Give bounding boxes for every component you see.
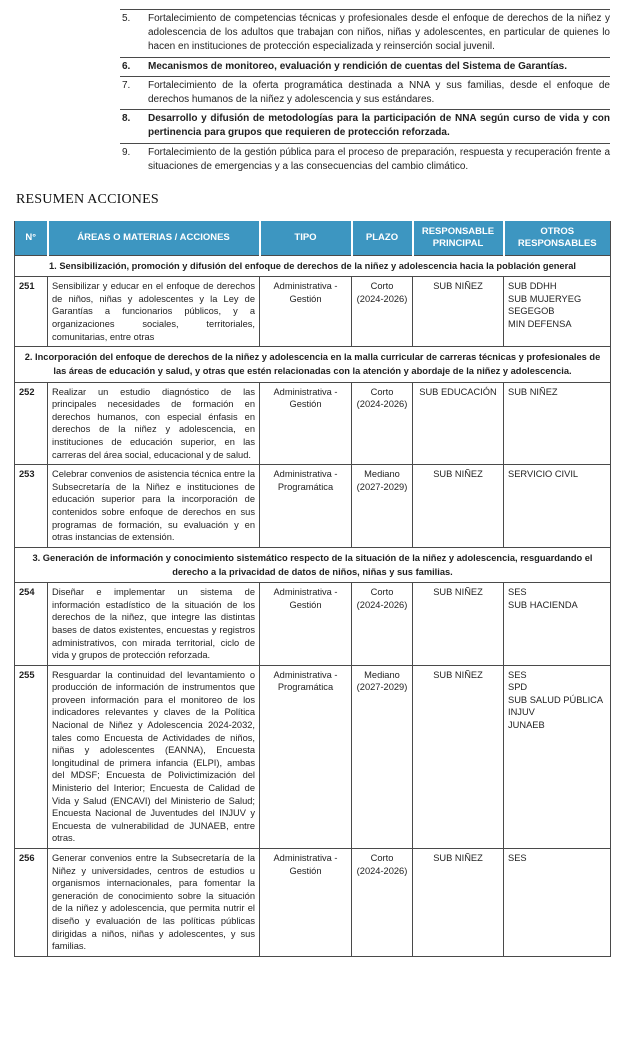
action-type-cell: Administrativa - Gestión <box>260 849 352 957</box>
action-row <box>15 849 611 957</box>
others-line: SUB DDHH <box>508 281 557 292</box>
section-row <box>15 547 611 582</box>
section-title-cell: 2. Incorporación del enfoque de derechos de la niñez y adolescencia en la malla curricular de carreras técnicas y profesionales de las áreas de educación y salud, y otras que estén relacionadas con la atención y abordaje de la niñez y adolescencia. <box>15 347 611 382</box>
intro-item-number: 8. <box>122 113 131 125</box>
action-text-cell: Resguardar la continuidad del levantamiento o producción de información de instrumentos que proveen información para el monitoreo de los indicadores relevantes y claves de la Política Nacional de Niñez y Adolescencia 2024-2032, tales como Encuesta de Actividades de niños, niñas y adolescentes (EANNA), Encuesta longitudinal de primera infancia (ELPI), ambas del MDSF; Encuesta de Polivictimización del Ministerio del Interior; Encuesta de Calidad de Vida y Salud (ENCAVI) del Ministerio de Salud; Encuesta Nacional de Juventudes del INJUV y Encuesta de vulnerabilidad de JUNAEB, entre otras. <box>48 665 260 848</box>
action-text-cell: Sensibilizar y educar en el enfoque de derechos de niños, niñas y adolescentes y la Ley de Garantías a funcionarios públicos, y a organizaciones sociales, territoriales, comunitarias, entre otras <box>48 277 260 347</box>
intro-item <box>120 76 610 109</box>
action-term-cell: Corto (2024-2026) <box>352 382 413 465</box>
action-others-cell <box>504 583 611 666</box>
action-responsible-cell: SUB NIÑEZ <box>413 277 504 347</box>
intro-item-text: Fortalecimiento de competencias técnicas y profesionales desde el enfoque de derechos de la niñez y adolescencia de los adultos que trabajan con niños, niñas y adolescentes, en particular de quienes lo hacen en instituciones de protección especializada y reinserción social juvenil. <box>148 13 610 53</box>
action-row <box>15 665 611 848</box>
intro-item <box>120 57 610 76</box>
others-line: SUB SALUD PÚBLICA <box>508 694 604 705</box>
action-term-cell: Corto (2024-2026) <box>352 583 413 666</box>
table-header-row <box>15 221 611 256</box>
column-header: TIPO <box>260 221 352 256</box>
section-row <box>15 256 611 277</box>
action-number-cell: 251 <box>15 277 48 347</box>
page-title: RESUMEN ACCIONES <box>16 192 159 208</box>
intro-item-number: 7. <box>122 79 131 91</box>
action-type-cell: Administrativa - Gestión <box>260 277 352 347</box>
intro-item <box>120 109 610 142</box>
intro-item-text: Fortalecimiento de la oferta programática destinada a NNA y sus familias, desde el enfoque de derechos humanos de la niñez y adolescencia y sus estándares. <box>148 79 610 106</box>
action-row <box>15 277 611 347</box>
action-type-cell: Administrativa - Programática <box>260 665 352 848</box>
action-text-cell: Celebrar convenios de asistencia técnica entre la Subsecretaría de la Niñez e instituciones de educación superior para la incorporación de contenidos sobre enfoque de derechos en sus programas de formación, su evaluación y en otras instancias de extensión. <box>48 465 260 548</box>
action-type-cell: Administrativa - Gestión <box>260 583 352 666</box>
action-others-cell <box>504 849 611 957</box>
column-header: N° <box>15 221 48 256</box>
action-text-cell: Realizar un estudio diagnóstico de las principales necesidades de formación en derechos humanos, con especial énfasis en derechos de la niñez y adolescencia, en instituciones de educación superior, en las carreras del área social, educacional y de salud. <box>48 382 260 465</box>
intro-item-number: 9. <box>122 146 131 158</box>
action-responsible-cell: SUB NIÑEZ <box>413 849 504 957</box>
action-others-cell <box>504 277 611 347</box>
section-row <box>15 347 611 382</box>
action-row <box>15 465 611 548</box>
others-line: INJUV <box>508 707 535 718</box>
action-others-cell <box>504 382 611 465</box>
others-line: SES <box>508 853 527 864</box>
intro-item-number: 6. <box>122 60 131 72</box>
section-title-cell: 1. Sensibilización, promoción y difusión del enfoque de derechos de la niñez y adolescencia hacia la población general <box>15 256 611 277</box>
action-responsible-cell: SUB NIÑEZ <box>413 665 504 848</box>
column-header: PLAZO <box>352 221 413 256</box>
others-line: JUNAEB <box>508 720 545 731</box>
intro-item-text: Mecanismos de monitoreo, evaluación y rendición de cuentas del Sistema de Garantías. <box>148 60 568 72</box>
action-row <box>15 382 611 465</box>
action-term-cell: Corto (2024-2026) <box>352 849 413 957</box>
action-number-cell: 256 <box>15 849 48 957</box>
action-number-cell: 253 <box>15 465 48 548</box>
intro-item-text: Desarrollo y difusión de metodologías para la participación de NNA según curso de vida y con pertinencia para grupos que requieren de protección reforzada. <box>148 113 610 139</box>
action-others-cell <box>504 665 611 848</box>
intro-item <box>120 10 610 57</box>
action-responsible-cell: SUB EDUCACIÓN <box>413 382 504 465</box>
others-line: MIN DEFENSA <box>508 319 572 330</box>
action-type-cell: Administrativa - Gestión <box>260 382 352 465</box>
action-responsible-cell: SUB NIÑEZ <box>413 465 504 548</box>
action-row <box>15 583 611 666</box>
action-type-cell: Administrativa - Programática <box>260 465 352 548</box>
action-term-cell: Mediano (2027-2029) <box>352 665 413 848</box>
action-term-cell: Mediano (2027-2029) <box>352 465 413 548</box>
others-line: SUB MUJERYEG <box>508 293 582 304</box>
action-others-cell <box>504 465 611 548</box>
action-responsible-cell: SUB NIÑEZ <box>413 583 504 666</box>
others-line: SUB HACIENDA <box>508 599 578 610</box>
intro-item <box>120 143 610 176</box>
others-line: SERVICIO CIVIL <box>508 469 579 480</box>
action-number-cell: 252 <box>15 382 48 465</box>
action-number-cell: 255 <box>15 665 48 848</box>
intro-item-number: 5. <box>122 13 131 24</box>
column-header: RESPONSABLE PRINCIPAL <box>413 221 504 256</box>
others-line: SEGEGOB <box>508 306 555 317</box>
intro-list <box>120 9 610 176</box>
intro-item-text: Fortalecimiento de la gestión pública para el proceso de preparación, respuesta y recuperación frente a situaciones de emergencias y a las consecuencias del cambio climático. <box>148 146 610 172</box>
action-text-cell: Generar convenios entre la Subsecretaría de la Niñez y universidades, centros de estudios u organismos internacionales, para fomentar la generación de conocimiento sobre la situación de la niñez y adolescencia, que permita nutrir el diseño y evaluación de las políticas públicas dirigidas a niños, niñas y adolescentes, y sus familias. <box>48 849 260 957</box>
others-line: SES <box>508 669 527 680</box>
others-line: SES <box>508 587 527 598</box>
others-line: SUB NIÑEZ <box>508 386 558 397</box>
action-term-cell: Corto (2024-2026) <box>352 277 413 347</box>
others-line: SPD <box>508 682 528 693</box>
actions-table <box>14 221 611 957</box>
section-title-cell: 3. Generación de información y conocimiento sistemático respecto de la situación de la niñez y adolescencia, resguardando el derecho a la privacidad de datos de niños, niñas y sus familias. <box>15 547 611 582</box>
column-header: ÁREAS O MATERIAS / ACCIONES <box>48 221 260 256</box>
action-text-cell: Diseñar e implementar un sistema de información estadístico de la situación de los derechos de la niñez, que integre las distintas bases de datos existentes, encuestas y registros administrativos, con mirada territorial, ciclo de vida y grupos de protección reforzada. <box>48 583 260 666</box>
column-header: OTROS RESPONSABLES <box>504 221 611 256</box>
action-number-cell: 254 <box>15 583 48 666</box>
